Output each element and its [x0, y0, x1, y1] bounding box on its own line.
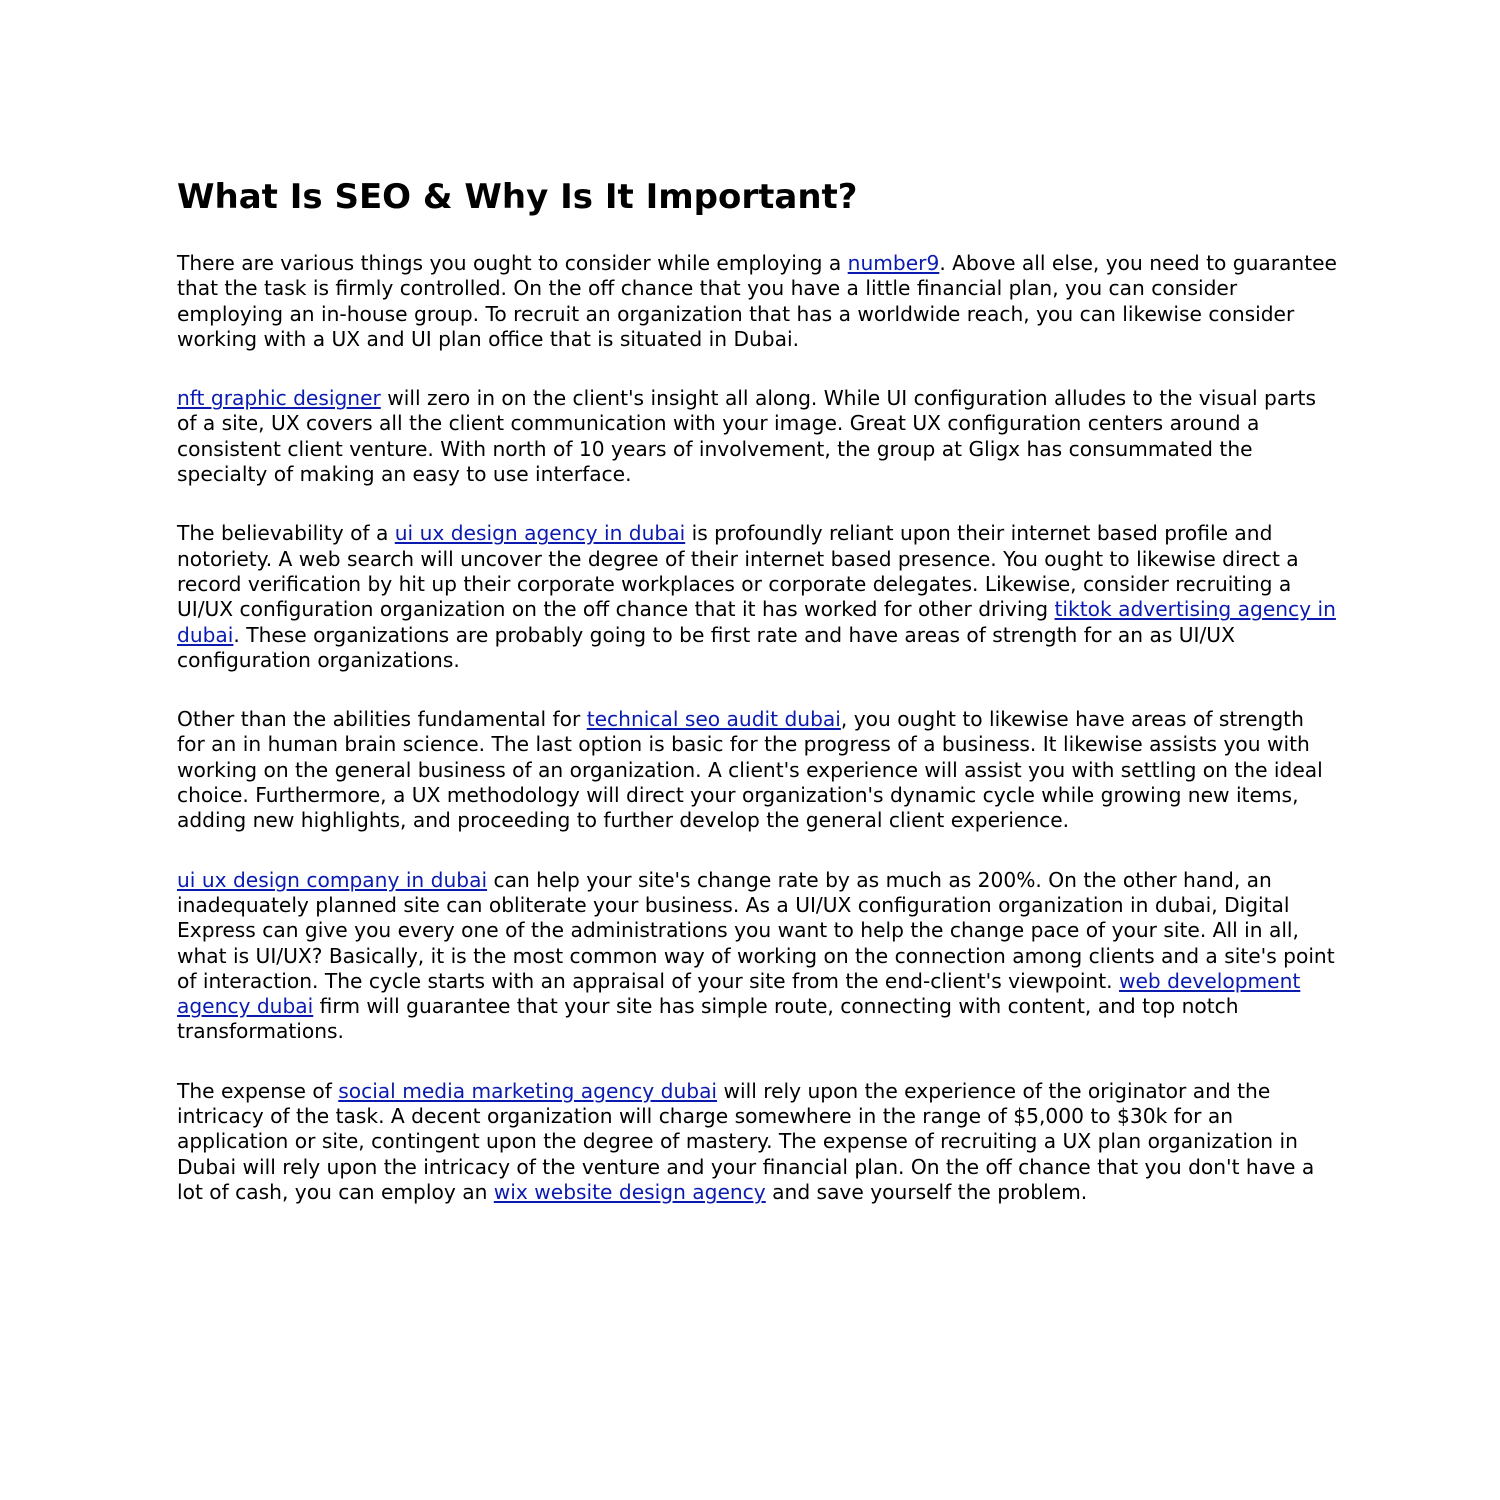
paragraph-2 — [177, 386, 1337, 487]
document-page — [177, 175, 1337, 1239]
link-nft-graphic-designer[interactable]: nft graphic designer — [177, 386, 381, 411]
link-tiktok-advertising-agency-in-dubai[interactable]: tiktok advertising agency in dubai — [177, 597, 1336, 647]
paragraph-text: , you ought to likewise have areas of strength for an in human brain science. The last option is basic for the progress of a business. It likewise assists you with working on the general business of an organization. A client's experience will assist you with settling on the ideal choice. Furthermore, a UX methodology will direct your organization's dynamic cycle while growing new items, adding new highlights, and proceeding to further develop the general client experience. — [177, 707, 1323, 833]
paragraph-6 — [177, 1079, 1337, 1205]
paragraph-text: can help your site's change rate by as much as 200%. On the other hand, an inadequately planned site can obliterate your business. As a UI/UX configuration organization in dubai, Digital Express can give you every one of the administrations you want to help the change pace of your site. All in all, what is UI/UX? Basically, it is the most common way of working on the connection among clients and a site's point of interaction. The cycle starts with an appraisal of your site from the end-client's viewpoint. — [177, 867, 1335, 993]
link-web-development-agency-dubai[interactable]: web development agency dubai — [177, 968, 1301, 1019]
paragraph-text: and save yourself the problem. — [765, 1179, 1088, 1204]
paragraph-text: Other than the abilities fundamental for — [177, 707, 587, 732]
paragraph-text: firm will guarantee that your site has simple route, connecting with content, and top notch transformations. — [177, 994, 1239, 1044]
paragraph-3 — [177, 521, 1337, 673]
link-social-media-marketing-agency-dubai[interactable]: social media marketing agency dubai — [338, 1078, 718, 1103]
paragraph-1 — [177, 251, 1337, 352]
paragraph-text: will zero in on the client's insight all along. While UI configuration alludes to the visual parts of a site, UX covers all the client communication with your image. Great UX configuration centers around a consistent client venture. With north of 10 years of involvement, the group at Gligx has consummated the specialty of making an easy to use interface. — [177, 386, 1316, 487]
paragraph-text: is profoundly reliant upon their internet based profile and notoriety. A web search will uncover the degree of their internet based presence. You ought to likewise direct a record verification by hit up their corporate workplaces or corporate delegates. Likewise, consider recruiting a UI/UX configuration organization on the off chance that it has worked for other driving — [177, 521, 1299, 622]
paragraph-4 — [177, 707, 1337, 833]
paragraph-text: will rely upon the experience of the originator and the intricacy of the task. A decent organization will charge somewhere in the range of $5,000 to $30k for an application or site, contingent upon the degree of mastery. The expense of recruiting a UX plan organization in Dubai will rely upon the intricacy of the venture and your financial plan. On the off chance that you don't have a lot of cash, you can employ an — [177, 1078, 1315, 1204]
link-ui-ux-design-agency-in-dubai[interactable]: ui ux design agency in dubai — [394, 521, 686, 546]
link-technical-seo-audit-dubai[interactable]: technical seo audit dubai — [586, 707, 841, 732]
link-ui-ux-design-company-in-dubai[interactable]: ui ux design company in dubai — [177, 867, 488, 892]
paragraph-text: The expense of — [177, 1078, 339, 1103]
paragraph-text: . These organizations are probably going to be first rate and have areas of strength for an as UI/UX configuration organizations. — [177, 622, 1235, 672]
link-number9[interactable]: number9 — [847, 251, 940, 275]
paragraph-text: The believability of a — [177, 521, 395, 546]
paragraph-text: . Above all else, you need to guarantee that the task is firmly controlled. On the off chance that you have a little financial plan, you can consider employing an in-house group. To recruit an organization that has a worldwide reach, you can likewise consider working with a UX and UI plan office that is situated in Dubai. — [177, 251, 1337, 351]
paragraph-5 — [177, 868, 1337, 1045]
paragraph-text: There are various things you ought to consider while employing a — [177, 251, 848, 275]
page-title: What Is SEO & Why Is It Important? — [177, 177, 858, 217]
link-wix-website-design-agency[interactable]: wix website design agency — [493, 1179, 766, 1204]
